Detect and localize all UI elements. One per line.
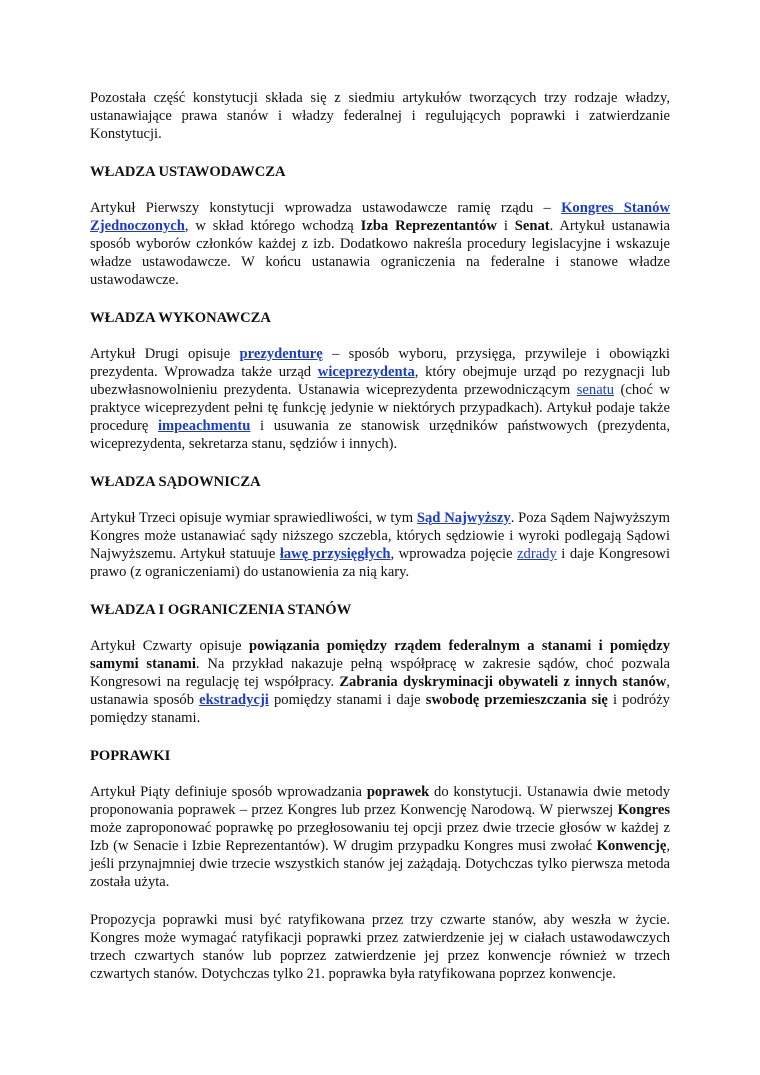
text: pomiędzy stanami i daje [268,692,426,708]
text: , jeśli przynajmniej dwie trzecie wszystkich stanów jej zażądają. Dotychczas tylko pierwsza metoda została użyta. [90,838,670,890]
link-treason[interactable]: zdrady [517,546,557,562]
text: . Artykuł ustanawia sposób wyborów członków każdej z izb. Dodatkowo nakreśla procedury legislacyjne i wskazuje władze ustawodawcze. W końcu ustanawia ograniczenia na federalne i stanowe władze ustawodawcze. [90,218,670,288]
document-page [90,89,670,983]
text: i usuwania ze stanowisk urzędników państwowych (prezydenta, wiceprezydenta, sekretarza stanu, sędziów i innych). [90,418,670,452]
bold-congress: Kongres [617,802,670,818]
heading-amendments: POPRAWKI [90,748,171,764]
bold-house: Izba Reprezentantów [360,218,497,234]
link-jury[interactable]: ławę przysięgłych [279,546,391,562]
link-congress[interactable]: Kongres Stanów Zjednoczonych [90,200,670,234]
text: . Na przykład nakazuje pełną współpracę w zakresie sądów, choć pozwala Kongresowi na regulację tej współpracy. [90,656,670,690]
bold-convention: Konwencję [596,838,667,854]
amendments-paragraph-2: Propozycja poprawki musi być ratyfikowana przez trzy czwarte stanów, aby weszła w życie. Kongres może wymagać ratyfikacji poprawki przez zatwierdzenie jej w ciałach ustawodawczych trzech czwartych stanów lub poprzez zatwierdzenie jej przez konwencje również w trzech czwartych stanów. Dotychczas tylko 21. poprawka była ratyfikowana poprzez konwencje. [90,912,670,982]
intro-text: Pozostała część konstytucji składa się z siedmiu artykułów tworzących trzy rodzaje władzy, ustanawiające prawa stanów i władzy federalnej i regulujących poprawki i zatwierdzanie Konstytucji. [90,90,670,142]
text: , który obejmuje urząd po rezygnacji lub ubezwłasnowolnieniu prezydenta. Ustanawia wiceprezydenta przewodniczącym [90,364,670,398]
link-impeachment[interactable]: impeachmentu [157,418,251,434]
amendments-paragraph-1 [90,783,670,891]
bold-amendments: poprawek [366,784,430,800]
judicial-paragraph [90,509,670,581]
text: i daje Kongresowi prawo (z ograniczeniami) do ustanowienia za nią kary. [90,546,670,580]
bold-freedom-movement: swobodę przemieszczania się [425,692,608,708]
text: – sposób wyboru, przysięga, przywileje i obowiązki prezydenta. Wprowadza także urząd [90,346,670,380]
text: Artykuł Piąty definiuje sposób wprowadzania [90,784,367,800]
text: może zaproponować poprawkę po przegłosowaniu tej opcji przez dwie trzecie głosów w każdej z Izb (w Senacie i Izbie Reprezentantów). W drugim przypadku Kongres musi zwołać [90,820,670,854]
heading-legislative: WŁADZA USTAWODAWCZA [90,164,286,180]
link-extradition[interactable]: ekstradycji [199,692,269,708]
link-vice-president[interactable]: wiceprezydenta [317,364,415,380]
heading-states: WŁADZA I OGRANICZENIA STANÓW [90,602,352,618]
text: Artykuł Drugi opisuje [90,346,240,362]
legislative-paragraph [90,199,670,289]
text: , wprowadza pojęcie [390,546,518,562]
intro-paragraph [90,89,670,143]
text: (choć w praktyce wiceprezydent pełni tę funkcję jedynie w niektórych przypadkach). Artykuł podaje także procedurę [90,382,670,434]
bold-discrimination: Zabrania dyskryminacji obywateli z innych stanów [339,674,667,690]
text: do konstytucji. Ustanawia dwie metody proponowania poprawek – przez Kongres lub przez Konwencję Narodową. W pierwszej [90,784,670,818]
executive-paragraph [90,345,670,453]
bold-senate: Senat [514,218,550,234]
heading-judicial: WŁADZA SĄDOWNICZA [90,474,261,490]
link-president[interactable]: prezydenturę [239,346,323,362]
text: Artykuł Pierwszy konstytucji wprowadza ustawodawcze ramię rządu – [90,200,562,216]
text: , ustanawia sposób [90,674,670,708]
heading-executive: WŁADZA WYKONAWCZA [90,310,271,326]
link-senate[interactable]: senatu [576,382,615,398]
text: Artykuł Trzeci opisuje wymiar sprawiedliwości, w tym [90,510,417,526]
text: , w skład którego wchodzą [184,218,361,234]
bold-relations: powiązania pomiędzy rządem federalnym a stanami i pomiędzy samymi stanami [90,638,670,672]
text: i [496,218,515,234]
text: Artykuł Czwarty opisuje [90,638,249,654]
text: i podróży pomiędzy stanami. [90,692,670,726]
link-supreme-court[interactable]: Sąd Najwyższy [416,510,511,526]
text: . Poza Sądem Najwyższym Kongres może ustanawiać sądy niższego szczebla, których sędziowie i wyroki podlegają Sądowi Najwyższemu. Artykuł statuuje [90,510,670,562]
states-paragraph [90,637,670,727]
